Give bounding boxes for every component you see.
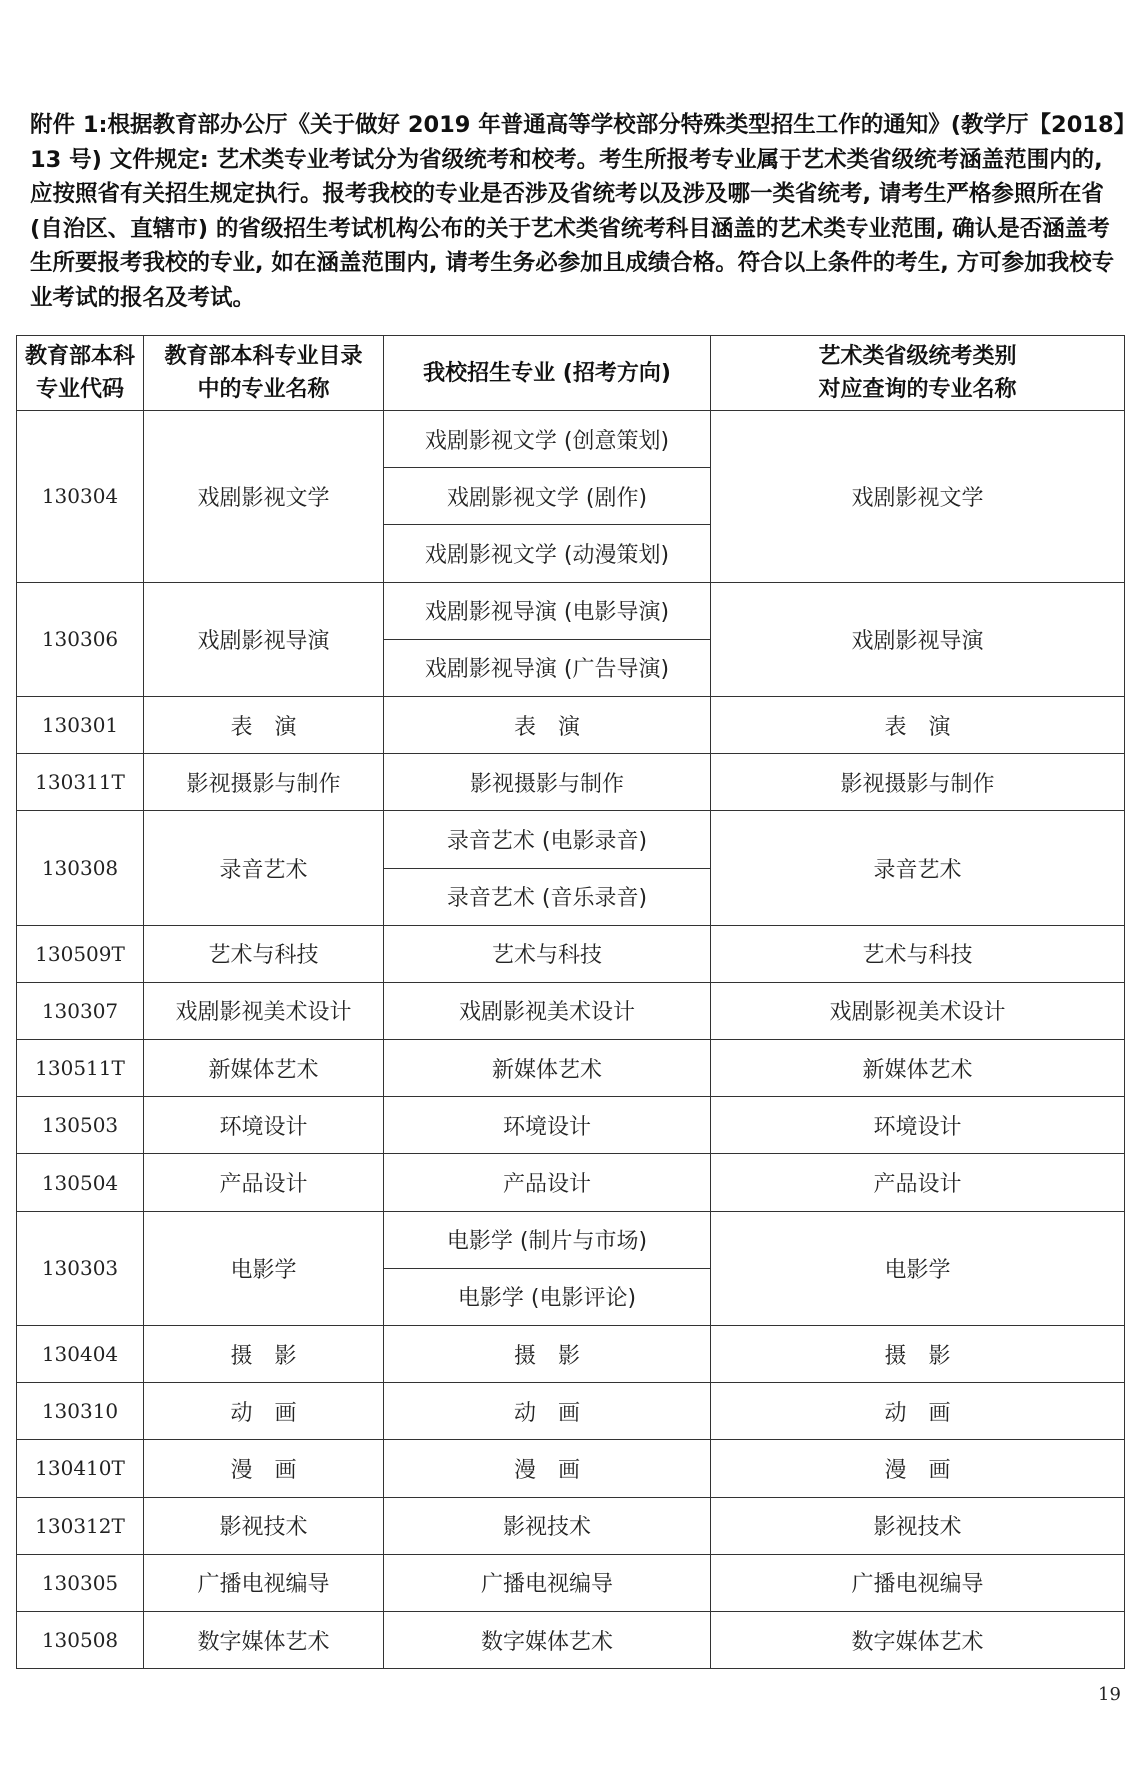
exam-major-name: 广播电视编导 [711,1554,1125,1611]
major-code: 130306 [17,582,144,696]
major-code: 130305 [17,1554,144,1611]
school-direction: 影视摄影与制作 [384,754,711,811]
school-direction: 艺术与科技 [384,925,711,982]
school-direction: 新媒体艺术 [384,1040,711,1097]
table-header [17,336,1125,411]
attachment-note: 附件 1:根据教育部办公厅《关于做好 2019 年普通高等学校部分特殊类型招生工作的通知》(教学厅【2018】13 号) 文件规定: 艺术类专业考试分为省级统考和校考。考生所报考专业属于艺术类省级统考涵盖范围内的, 应按照省有关招生规定执行。报考我校的专业是否涉及省统考以及涉及哪一类省统考, 请考生严格参照所在省 (自治区、直辖市) 的省级招生考试机构公布的关于艺术类省统考科目涵盖的艺术类专业范围, 确认是否涵盖考生所要报考我校的专业, 如在涵盖范围内, 请考生务必参加且成绩合格。符合以上条件的考生, 方可参加我校专业考试的报名及考试。 [30,112,1125,311]
major-name: 录音艺术 [144,811,384,925]
table-body [17,411,1125,1669]
school-direction: 表 演 [384,696,711,753]
school-direction: 戏剧影视文学 (剧作) [384,468,711,525]
major-name: 电影学 [144,1211,384,1325]
major-name: 表 演 [144,696,384,753]
major-name: 环境设计 [144,1097,384,1154]
exam-major-name: 影视摄影与制作 [711,754,1125,811]
table-row [17,1497,1125,1554]
table-row [17,411,1125,468]
school-direction: 戏剧影视文学 (创意策划) [384,411,711,468]
school-direction: 戏剧影视导演 (电影导演) [384,582,711,639]
exam-major-name: 录音艺术 [711,811,1125,925]
school-direction: 动 画 [384,1383,711,1440]
school-direction: 数字媒体艺术 [384,1611,711,1668]
exam-major-name: 戏剧影视文学 [711,411,1125,583]
table-row [17,1154,1125,1211]
major-code: 130404 [17,1326,144,1383]
major-code: 130508 [17,1611,144,1668]
school-direction: 电影学 (制片与市场) [384,1211,711,1268]
exam-major-name: 戏剧影视美术设计 [711,982,1125,1039]
major-name: 数字媒体艺术 [144,1611,384,1668]
school-direction: 录音艺术 (音乐录音) [384,868,711,925]
major-code: 130410T [17,1440,144,1497]
exam-major-name: 艺术与科技 [711,925,1125,982]
exam-major-name: 产品设计 [711,1154,1125,1211]
major-name: 新媒体艺术 [144,1040,384,1097]
major-name: 戏剧影视美术设计 [144,982,384,1039]
major-code: 130503 [17,1097,144,1154]
table-row [17,754,1125,811]
header-code: 教育部本科 专业代码 [17,336,144,411]
major-code: 130308 [17,811,144,925]
table-row [17,1097,1125,1154]
exam-major-name: 摄 影 [711,1326,1125,1383]
page-number: 19 [1098,1684,1121,1705]
major-code: 130307 [17,982,144,1039]
table-row [17,925,1125,982]
major-name: 漫 画 [144,1440,384,1497]
header-exam: 艺术类省级统考类别 对应查询的专业名称 [711,336,1125,411]
major-name: 影视技术 [144,1497,384,1554]
exam-major-name: 电影学 [711,1211,1125,1325]
major-name: 影视摄影与制作 [144,754,384,811]
major-code: 130504 [17,1154,144,1211]
major-code: 130304 [17,411,144,583]
major-code: 130312T [17,1497,144,1554]
major-name: 产品设计 [144,1154,384,1211]
table-row [17,1611,1125,1668]
school-direction: 摄 影 [384,1326,711,1383]
major-code: 130301 [17,696,144,753]
school-direction: 戏剧影视美术设计 [384,982,711,1039]
table-row [17,1440,1125,1497]
school-direction: 环境设计 [384,1097,711,1154]
exam-major-name: 环境设计 [711,1097,1125,1154]
table-row [17,1383,1125,1440]
school-direction: 电影学 (电影评论) [384,1268,711,1325]
table-row [17,696,1125,753]
table-row [17,1326,1125,1383]
exam-major-name: 动 画 [711,1383,1125,1440]
major-code: 130310 [17,1383,144,1440]
major-code: 130303 [17,1211,144,1325]
exam-major-name: 数字媒体艺术 [711,1611,1125,1668]
table-row [17,1040,1125,1097]
exam-major-name: 表 演 [711,696,1125,753]
school-direction: 影视技术 [384,1497,711,1554]
school-direction: 录音艺术 (电影录音) [384,811,711,868]
school-direction: 产品设计 [384,1154,711,1211]
major-name: 戏剧影视导演 [144,582,384,696]
major-code: 130509T [17,925,144,982]
school-direction: 戏剧影视导演 (广告导演) [384,639,711,696]
table-row [17,582,1125,639]
school-direction: 戏剧影视文学 (动漫策划) [384,525,711,582]
header-school: 我校招生专业 (招考方向) [384,336,711,411]
table-row [17,811,1125,868]
table-row [17,1554,1125,1611]
major-name: 动 画 [144,1383,384,1440]
major-name: 摄 影 [144,1326,384,1383]
table-row [17,1211,1125,1268]
exam-major-name: 漫 画 [711,1440,1125,1497]
major-table [16,335,1125,1669]
major-name: 艺术与科技 [144,925,384,982]
major-name: 广播电视编导 [144,1554,384,1611]
major-code: 130511T [17,1040,144,1097]
school-direction: 广播电视编导 [384,1554,711,1611]
major-code: 130311T [17,754,144,811]
major-name: 戏剧影视文学 [144,411,384,583]
exam-major-name: 戏剧影视导演 [711,582,1125,696]
exam-major-name: 影视技术 [711,1497,1125,1554]
table-row [17,982,1125,1039]
exam-major-name: 新媒体艺术 [711,1040,1125,1097]
header-name: 教育部本科专业目录 中的专业名称 [144,336,384,411]
school-direction: 漫 画 [384,1440,711,1497]
